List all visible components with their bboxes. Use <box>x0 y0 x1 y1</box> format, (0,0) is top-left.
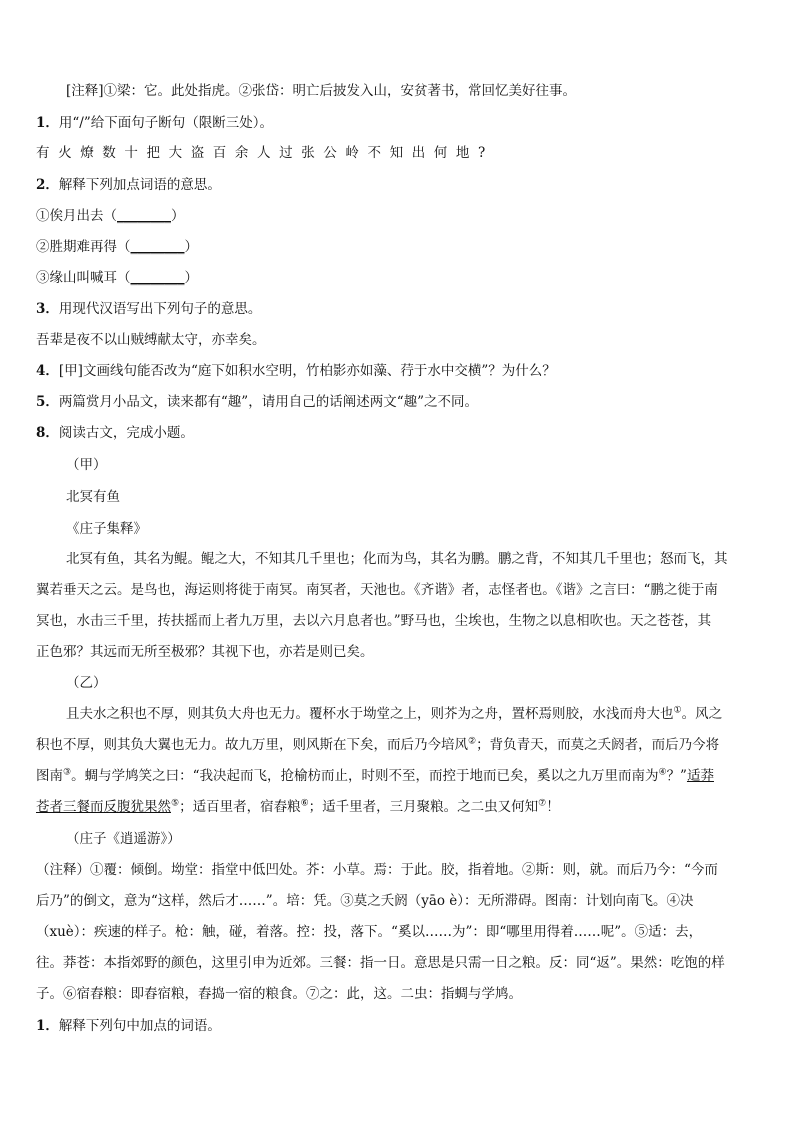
passage-source: （庄子《逍遥游》） <box>66 831 181 847</box>
passage-jia-line-4: 正色邪？其远而无所至极邪？其视下也，亦若是则已矣。 <box>36 644 374 660</box>
answer-blank[interactable]: ________ <box>130 270 185 286</box>
question-5 <box>36 391 478 413</box>
question-number: 8． <box>36 425 59 441</box>
passage-title: 北冥有鱼 <box>66 489 120 505</box>
item-text: ③缘山叫喊耳（ <box>36 270 131 286</box>
question-number: 2． <box>36 177 59 193</box>
question-prompt: 解释下列加点词语的意思。 <box>58 177 221 193</box>
passage-text: 积也不厚，则其负大翼也无力。故九万里，则风斯在下矣，而后乃今培风 <box>36 737 468 753</box>
footnote-marker: ① <box>673 705 682 716</box>
question-2-item-2 <box>36 236 198 258</box>
passage-text: 且夫水之积也不厚，则其负大舟也无力。覆杯水于坳堂之上，则芥为之舟，置杯焉则胶，水浅而舟大也 <box>66 706 674 722</box>
answer-blank[interactable]: ________ <box>117 208 171 224</box>
question-8 <box>36 422 194 444</box>
annotation-line-1: （注释）①覆：倾倒。坳堂：指堂中低凹处。芥：小草。焉：于此。胶，指着地。②斯：则，就。而后乃今：“今而 <box>36 862 718 878</box>
passage-text: ？” <box>666 768 687 784</box>
question-number: 1． <box>36 1018 59 1034</box>
question-4 <box>36 360 556 382</box>
passage-text: ；适千里者，三月聚粮。之二虫又何知 <box>308 799 539 815</box>
passage-text: ；适百里者，宿舂粮 <box>179 799 301 815</box>
item-text: ①俟月出去（ <box>36 208 117 224</box>
footnote-marker: ⑤ <box>171 798 180 809</box>
passage-yi-line-3 <box>36 765 714 787</box>
passage-text: 图南 <box>36 768 63 784</box>
annotation-line-5: 子。⑥宿舂粮：即舂宿粮，舂捣一宿的粮食。⑦之：此，这。二虫：指蜩与学鸠。 <box>36 986 522 1002</box>
passage-source: 《庄子集释》 <box>66 521 147 537</box>
passage-jia-line-2: 翼若垂天之云。是鸟也，海运则将徙于南冥。南冥者，天池也。《齐谐》者，志怪者也。《谐》之言曰：“鹏之徙于南 <box>36 582 718 598</box>
question-number: 5． <box>36 394 59 410</box>
passage-text: 。蜩与学鸠笑之曰：“我决起而飞，抢榆枋而止，时则不至，而控于地而已矣，奚以之九万里而南为 <box>71 768 659 784</box>
underlined-sentence: 适莽 <box>686 768 714 784</box>
passage-jia-line-3: 冥也，水击三千里，抟扶摇而上者九万里，去以六月息者也。”野马也，尘埃也，生物之以息相吹也。天之苍苍，其 <box>36 613 712 629</box>
passage-text: 。风之 <box>681 706 723 722</box>
section-label-jia: （甲） <box>66 457 107 473</box>
note-text: [注释]①梁：它。此处指虎。②张岱：明亡后披发入山，安贫著书，常回忆美好往事。 <box>66 83 577 99</box>
question-2 <box>36 174 221 196</box>
annotation-line-4: 往。莽苍：本指郊野的颜色，这里引申为近郊。三餐：指一日。意思是只需一日之粮。反：同“返”。果然：吃饱的样 <box>36 955 725 971</box>
item-close: ） <box>171 208 185 224</box>
footnote-marker: ⑦ <box>538 798 547 809</box>
question-number: 1． <box>36 115 59 131</box>
footnote-marker: ③ <box>63 767 72 778</box>
item-text: ②胜期难再得（ <box>36 239 131 255</box>
question-3-sentence: 吾辈是夜不以山贼缚献太守，亦幸矣。 <box>36 332 266 348</box>
question-prompt: [甲]文画线句能否改为“庭下如积水空明，竹柏影亦如藻、荇于水中交横”？为什么？ <box>58 363 556 379</box>
question-number: 3． <box>36 301 59 317</box>
passage-yi-line-2 <box>36 734 719 756</box>
question-prompt: 阅读古文，完成小题。 <box>58 425 194 441</box>
answer-blank[interactable]: ________ <box>130 239 185 255</box>
question-prompt: 用“/”给下面句子断句（限断三处）。 <box>58 115 274 131</box>
annotation-line-3: （xuè）：疾速的样子。枪：触，碰，着落。控：投，落下。“奚以……为”：即“哪里用得着……呢”。⑤适：去， <box>36 924 703 940</box>
question-number: 4． <box>36 363 59 379</box>
item-close: ） <box>184 239 198 255</box>
passage-text: ！ <box>546 799 560 815</box>
question-3 <box>36 298 261 320</box>
section-label-yi: （乙） <box>66 675 107 691</box>
question-1-sentence: 有火燎数十把大盗百余人过张公岭不知出何地? <box>36 145 494 161</box>
question-1 <box>36 112 273 134</box>
question-2-item-3 <box>36 267 198 289</box>
footnote-marker: ② <box>468 736 477 747</box>
passage-text: ；背负青天，而莫之夭阏者，而后乃今将 <box>476 737 720 753</box>
passage-yi-line-4 <box>36 796 560 818</box>
footnote-marker: ⑥ <box>300 798 309 809</box>
item-close: ） <box>184 270 198 286</box>
annotation-line-2: 后乃”的倒文，意为“这样，然后才……”。培：凭。③莫之夭阏（yāo è）：无所滞碍。图南：计划向南飞。④决 <box>36 893 694 909</box>
passage-yi-line-1 <box>66 703 722 725</box>
question-prompt: 用现代汉语写出下列句子的意思。 <box>58 301 262 317</box>
question-prompt: 两篇赏月小品文，读来都有“趣”，请用自己的话阐述两文“趣”之不同。 <box>58 394 479 410</box>
sub-question-1 <box>36 1015 221 1037</box>
passage-jia-line-1: 北冥有鱼，其名为鲲。鲲之大，不知其几千里也；化而为鸟，其名为鹏。鹏之背，不知其几千里也；怒而飞，其 <box>66 551 728 567</box>
underlined-sentence: 苍者三餐而反腹犹果然 <box>36 799 171 815</box>
footnote-marker: ④ <box>658 767 667 778</box>
question-2-item-1 <box>36 205 185 227</box>
question-prompt: 解释下列句中加点的词语。 <box>58 1018 221 1034</box>
